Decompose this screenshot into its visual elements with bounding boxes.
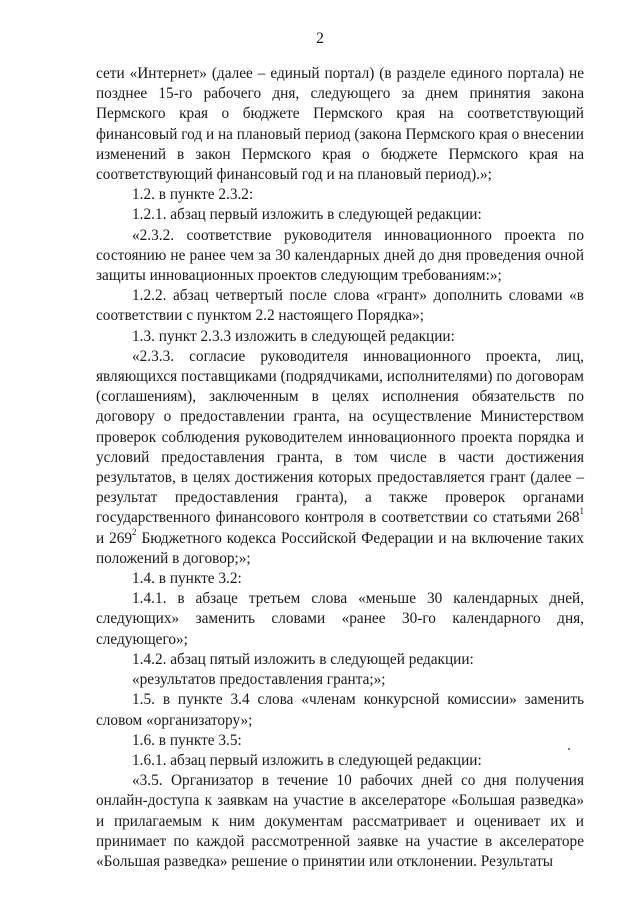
paragraph-text: и 269 [96, 529, 133, 547]
paragraph: 1.2.2. абзац четвертый после слова «грант» дополнить словами «в соответствии с пунктом 2.2 настоящего Порядка»; [96, 287, 584, 325]
paragraph: «3.5. Организатор в течение 10 рабочих дней со дня получения онлайн-доступа к заявкам на участие в акселераторе «Большая разведка» и прилагаемым к ним документам рассматривает и оценивает их и принимает по каждой рассмотренной заявке на участие в акселераторе «Большая разведка» решение о принятии или отклонении. Результаты [96, 772, 584, 870]
paragraph [96, 347, 584, 569]
paragraph: 1.2. в пункте 2.3.2: [132, 186, 254, 204]
paragraph: 1.6.1. абзац первый изложить в следующей редакции: [132, 751, 482, 769]
paragraph: «2.3.2. соответствие руководителя инновационного проекта по состоянию не ранее чем за 30 календарных дней до дня проведения очной защиты инновационных проектов следующим требованиям:»; [96, 226, 584, 285]
paragraph: «результатов предоставления гранта;»; [132, 671, 386, 689]
paragraph-text: Бюджетного кодекса Российской Федерации и на включение таких положений в договор;»; [96, 529, 584, 567]
paragraph-text: «2.3.3. согласие руководителя инновационного проекта, лиц, являющихся поставщиками (подрядчиками, исполнителями) по договорам (соглашениям), заключенным в целях исполнения обязательств по договору о предоставлении гранта, на осуществление Министерством проверок соблюдения руководителем инновационного проекта порядка и условий предоставления гранта, в том числе в части достижения результатов, в целях достижения которых предоставляется грант (далее – результат предоставления гранта), а также проверок органами государственного финансового контроля в соответствии со статьями 268 [96, 347, 584, 527]
paragraph: 1.4. в пункте 3.2: [132, 570, 242, 588]
superscript: 1 [579, 506, 584, 517]
paragraph: 1.3. пункт 2.3.3 изложить в следующей редакции: [132, 327, 455, 345]
page-number: 2 [316, 30, 324, 47]
paragraph: сети «Интернет» (далее – единый портал) (в разделе единого портала) не позднее 15-го рабочего дня, следующего за днем принятия закона Пермского края о бюджете Пермского края на соответствующий финансовый год и на плановый период (закона Пермского края о внесении изменений в закон Пермского края о бюджете Пермского края на соответствующий финансовый год и на плановый период).»; [96, 65, 584, 184]
scan-speck [568, 748, 570, 750]
paragraph: 1.5. в пункте 3.4 слова «членам конкурсной комиссии» заменить словом «организатору»; [96, 691, 584, 729]
paragraph: 1.4.2. абзац пятый изложить в следующей редакции: [132, 650, 474, 668]
paragraph: 1.4.1. в абзаце третьем слова «меньше 30 календарных дней, следующих» заменить словами «ранее 30-го календарного дня, следующего»; [96, 590, 584, 648]
paragraph: 1.2.1. абзац первый изложить в следующей редакции: [132, 206, 482, 224]
document-body [96, 64, 584, 872]
superscript: 2 [132, 526, 137, 537]
paragraph: 1.6. в пункте 3.5: [132, 731, 242, 749]
